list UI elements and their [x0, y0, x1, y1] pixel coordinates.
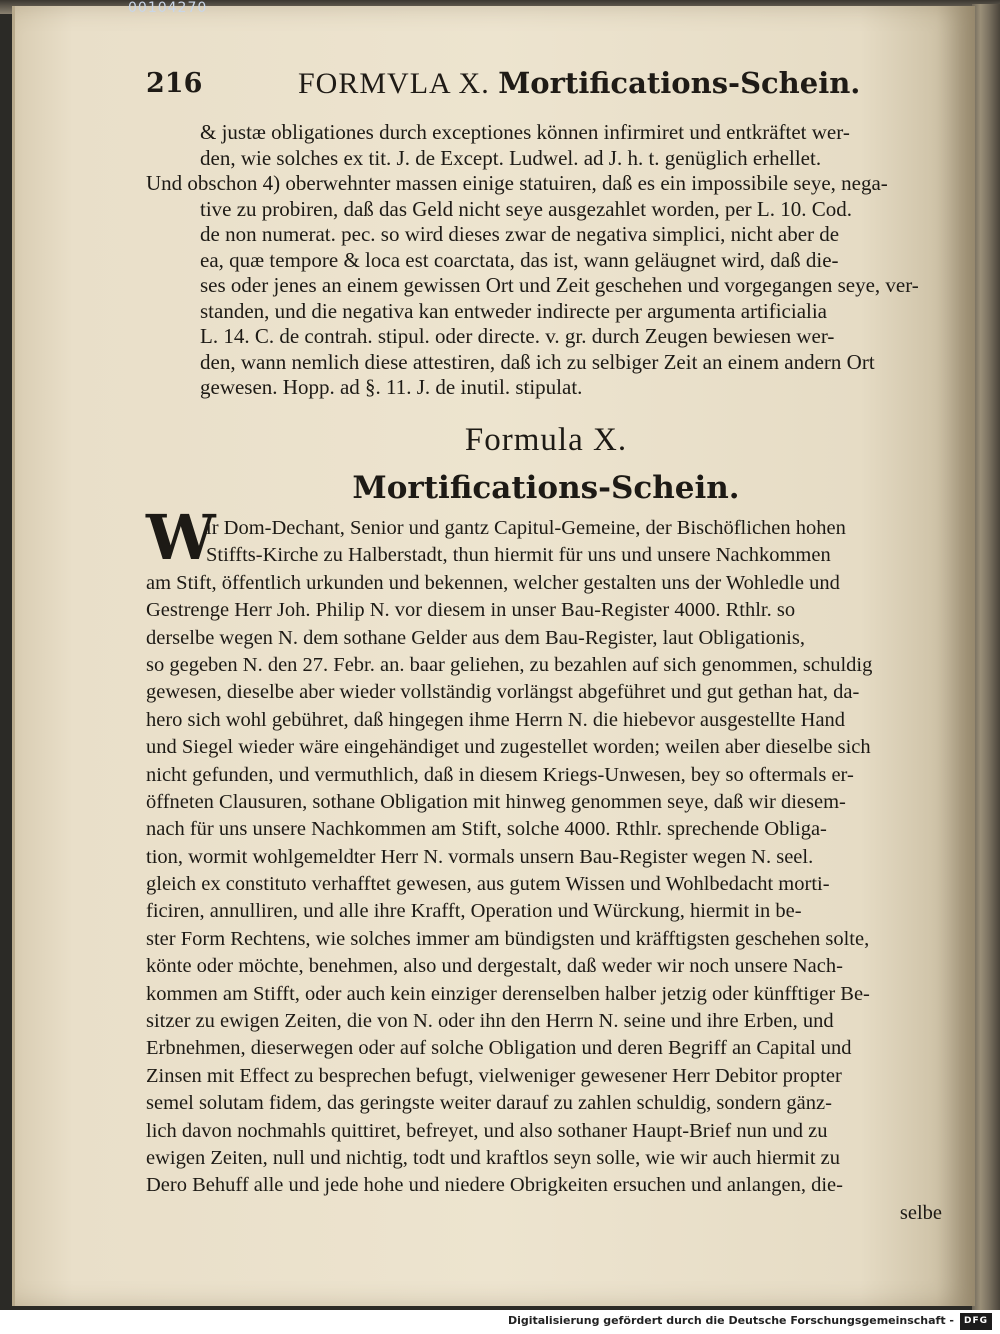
scan-marker: 00104270	[128, 0, 208, 16]
body-line: Gestrenge Herr Joh. Philip N. vor diesem in unser Bau-Register 4000. Rthlr. so	[146, 599, 796, 622]
body-line: lich davon nochmahls quittiret, befreyet, und also sothaner Haupt-Brief nun und zu	[146, 1119, 828, 1142]
footer-bar	[0, 1310, 1000, 1334]
continuation-line: gewesen. Hopp. ad §. 11. J. de inutil. stipulat.	[200, 375, 583, 399]
body-line: semel solutam fidem, das geringste weiter darauf zu zahlen schuldig, sondern gänz-	[146, 1092, 832, 1115]
catchword: selbe	[899, 1201, 942, 1224]
body-line: sitzer zu ewigen Zeiten, die von N. oder ihn den Herrn N. seine und ihre Erben, und	[146, 1010, 834, 1033]
body-line: ewigen Zeiten, null und nichtig, todt und kraftlos seyn solle, wie wir auch hiermit zu	[146, 1146, 840, 1169]
book-page-edge	[972, 4, 1000, 1310]
body-line: kommen am Stifft, oder auch kein einziger derenselben halber jetzig oder künfftiger Be-	[146, 982, 870, 1005]
formula-body-text	[146, 515, 946, 1227]
running-head	[298, 66, 860, 101]
body-line: am Stift, öffentlich urkunden und bekennen, welcher gestalten uns der Wohledle und	[146, 571, 840, 594]
continuation-line: den, wann nemlich diese attestiren, daß ich zu selbiger Zeit an einem andern Ort	[200, 349, 875, 374]
continuation-line: de non numerat. pec. so wird dieses zwar de negativa simplici, nicht aber de	[200, 222, 840, 246]
page-number: 216	[146, 68, 203, 99]
continuation-text	[146, 120, 946, 401]
body-line: Zinsen mit Effect zu besprechen befugt, vielweniger gewesener Herr Debitor propter	[146, 1064, 842, 1087]
body-line: und Siegel wieder wäre eingehändiget und zugestellet worden; weilen aber dieselbe sich	[146, 736, 871, 759]
continuation-line: ses oder jenes an einem gewissen Ort und Zeit geschehen und vorgegangen seye, ver-	[200, 273, 919, 297]
continuation-line: standen, und die negativa kan entweder indirecte per argumenta artificialia	[200, 298, 828, 323]
continuation-line: ea, quæ tempore & loca est coarctata, das ist, wann geläugnet wird, daß die-	[200, 247, 839, 272]
footer-credit: Digitalisierung gefördert durch die Deutsche Forschungsgemeinschaft -	[507, 1314, 954, 1327]
continuation-line: & justæ obligationes durch exceptiones können infirmiret und entkräftet wer-	[200, 120, 850, 144]
body-line: ficiren, annulliren, und alle ihre Krafft, Operation und Würckung, hiermit in be-	[146, 900, 802, 923]
formula-heading: Formula X.	[464, 422, 628, 458]
body-line: Dero Behuff alle und jede hohe und niedere Obrigkeiten ersuchen und anlangen, die-	[146, 1174, 843, 1197]
body-line: gewesen, dieselbe aber wieder vollständig vorlängst abgeführet und gut gethan hat, da-	[146, 681, 860, 704]
body-line: Erbnehmen, dieserwegen oder auf solche Obligation und deren Begriff an Capital und	[146, 1037, 852, 1060]
continuation-line: tive zu probiren, daß das Geld nicht seye ausgezahlet worden, per L. 10. Cod.	[200, 196, 852, 221]
continuation-line: L. 14. C. de contrah. stipul. oder directe. v. gr. durch Zeugen bewiesen wer-	[200, 324, 835, 348]
body-line: nicht gefunden, und vermuthlich, daß in diesem Kriegs-Unwesen, bey so oftermals er-	[146, 763, 854, 786]
body-line: ster Form Rechtens, wie solches immer am bündigsten und kräfftigsten geschehen solte,	[146, 927, 870, 950]
formula-subheading: Mortifications-Schein.	[352, 470, 740, 506]
body-line: tion, wormit wohlgemeldter Herr N. vormals unsern Bau-Register wegen N. seel.	[146, 845, 814, 868]
body-line: so gegeben N. den 27. Febr. an. baar geliehen, zu bezahlen auf sich genommen, schuldig	[146, 653, 873, 676]
body-line: öffneten Clausuren, sothane Obligation mit hinweg genommen seye, daß wir diesem-	[146, 790, 846, 813]
drop-initial: W	[146, 501, 216, 574]
body-line: Stiffts-Kirche zu Halberstadt, thun hiermit für uns und unsere Nachkommen	[206, 544, 831, 567]
continuation-line: den, wie solches ex tit. J. de Except. Ludwel. ad J. h. t. genüglich erhellet.	[200, 145, 822, 170]
body-line: könte oder möchte, benehmen, also und dergestalt, daß weder wir noch unsere Nach-	[146, 955, 843, 978]
body-line: ir Dom-Dechant, Senior und gantz Capitul-Gemeine, der Bischöflichen hohen	[206, 517, 846, 539]
running-head-title: Mortifications-Schein.	[498, 66, 861, 100]
page-header	[146, 64, 946, 110]
body-line: gleich ex constituto verhafftet gewesen, aus gutem Wissen und Wohlbedacht morti-	[146, 873, 830, 896]
continuation-line: Und obschon 4) oberwehnter massen einige statuiren, daß es ein impossibile seye, nega-	[146, 171, 888, 195]
body-line: hero sich wohl gebühret, daß hingegen ihme Herrn N. die hiebevor ausgestellte Hand	[146, 708, 846, 731]
dfg-logo: DFG	[960, 1313, 992, 1330]
body-line: nach für uns unsere Nachkommen am Stift, solche 4000. Rthlr. sprechende Obliga-	[146, 818, 827, 841]
body-line: derselbe wegen N. dem sothane Gelder aus dem Bau-Register, laut Obligationis,	[146, 626, 805, 649]
running-head-formula: FORMVLA X.	[298, 67, 490, 100]
